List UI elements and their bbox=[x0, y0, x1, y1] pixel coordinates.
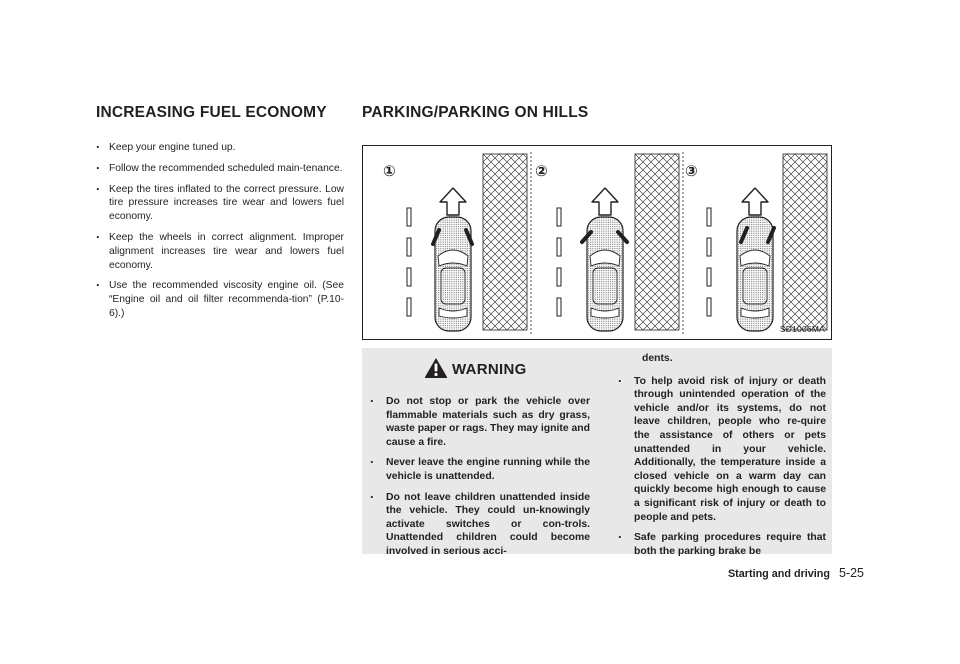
list-item: . Keep the wheels in correct alignment. Improper alignment increases tire wear and lowers fuel economy. bbox=[96, 231, 344, 272]
warning-list-col-2 bbox=[616, 352, 826, 565]
panel-label-1: ① bbox=[383, 162, 396, 180]
page-number: 5-25 bbox=[838, 566, 864, 580]
list-item: . Never leave the engine running while the vehicle is unattended. bbox=[368, 456, 590, 483]
list-item: . To help avoid risk of injury or death through unintended operation of the vehicle and/or its systems, do not leave children, people who re-quire the assistance of others or pets unattended in your vehicle. Additionally, the temperature inside a closed vehicle on a warm day can quickly become high enough to cause a significant risk of injury or death to people and pets. bbox=[616, 375, 826, 525]
parking-illustration bbox=[363, 146, 831, 339]
list-item: . Safe parking procedures require that both the parking brake be bbox=[616, 531, 826, 558]
list-item: . Follow the recommended scheduled main-tenance. bbox=[96, 162, 344, 176]
warning-triangle-icon bbox=[424, 357, 448, 379]
panel-2 bbox=[557, 154, 679, 331]
warning-list-col-1 bbox=[368, 395, 590, 566]
section-heading-parking: PARKING/PARKING ON HILLS bbox=[362, 104, 589, 121]
list-item: . Do not leave children unattended inside the vehicle. They could un-knowingly activate switches or con-trols. Unattended children could become involved in serious acci- bbox=[368, 491, 590, 559]
panel-3 bbox=[707, 154, 827, 331]
footer-section-title: Starting and driving bbox=[727, 568, 830, 580]
list-item-continuation: dents. bbox=[642, 353, 673, 364]
section-heading-fuel-economy: INCREASING FUEL ECONOMY bbox=[96, 104, 327, 121]
list-item: . Keep the tires inflated to the correct pressure. Low tire pressure increases tire wear and lowers fuel economy. bbox=[96, 183, 344, 224]
figure-code: SD1006MA bbox=[779, 324, 825, 334]
parking-figure bbox=[362, 145, 832, 340]
panel-1 bbox=[407, 154, 527, 331]
panel-label-2: ② bbox=[535, 162, 548, 180]
list-item: . Keep your engine tuned up. bbox=[96, 141, 344, 155]
fuel-economy-list bbox=[96, 141, 344, 328]
list-item: . Do not stop or park the vehicle over flammable materials such as dry grass, waste paper or rags. They may ignite and cause a fire. bbox=[368, 395, 590, 449]
panel-label-3: ③ bbox=[685, 162, 698, 180]
warning-title: WARNING bbox=[452, 361, 527, 378]
list-item: . Use the recommended viscosity engine oil. (See “Engine oil and oil filter recommenda-tion” (P.10-6).) bbox=[96, 279, 344, 320]
page-footer bbox=[728, 566, 864, 580]
